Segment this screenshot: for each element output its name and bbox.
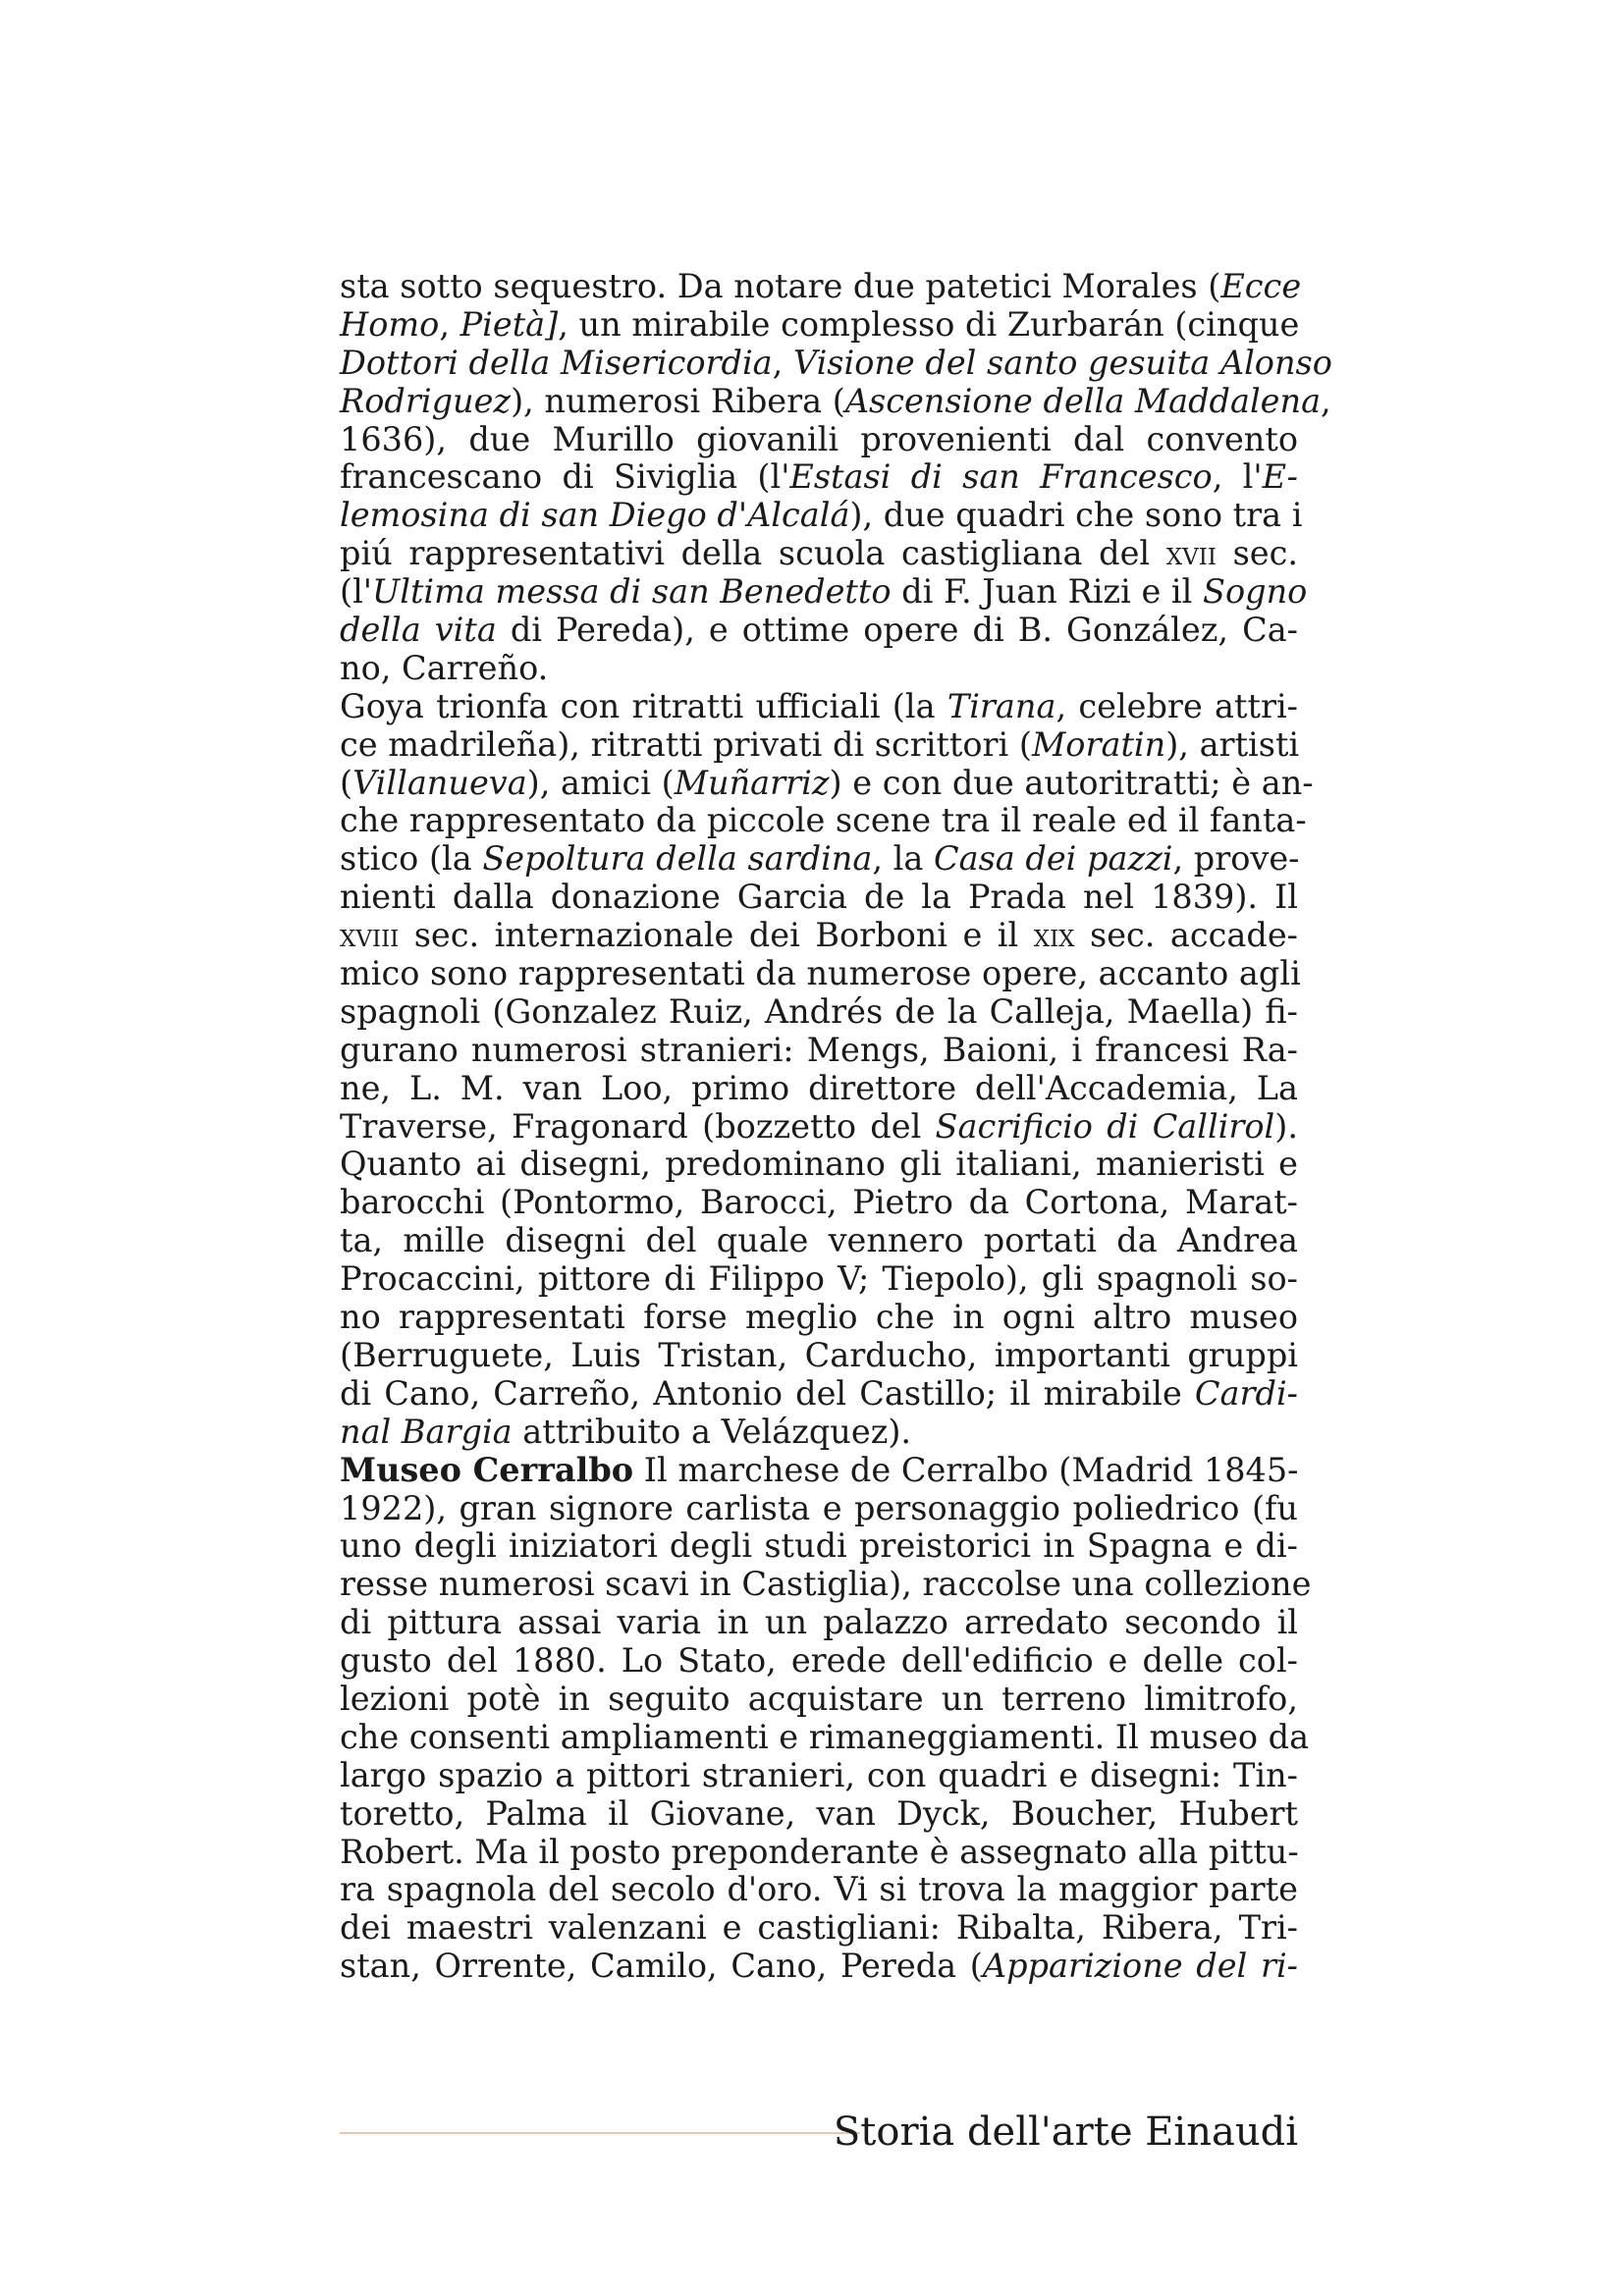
text-run: ), artisti (1165, 724, 1300, 764)
text-run: di F. Juan Rizi e il (891, 572, 1203, 612)
footer-rule (340, 2132, 860, 2134)
text-line (340, 1222, 1298, 1260)
text-line (340, 1871, 1298, 1909)
text-run: lezioni potè in seguito acquistare un terreno limitrofo, (340, 1679, 1298, 1718)
text-line (340, 381, 1331, 421)
text-line (340, 458, 1298, 497)
text-run: , (439, 304, 460, 344)
text-line (340, 1834, 1298, 1872)
text-run: (l' (340, 572, 372, 612)
italic-title: Sepoltura della sardina (482, 839, 873, 879)
text-line (340, 1757, 1298, 1795)
text-line (340, 1032, 1298, 1070)
italic-title: Estasi di san Francesco (789, 457, 1213, 497)
text-run: mico sono rappresentati da numerose opere, accanto agli (340, 954, 1301, 993)
text-line (340, 1565, 1312, 1604)
text-line (340, 1717, 1310, 1757)
text-run: di Cano, Carreño, Antonio del Castillo; il mirabile (340, 1373, 1195, 1413)
text-run: sec. (1216, 534, 1299, 573)
text-run: sec. accade- (1074, 916, 1298, 955)
italic-title: E- (1262, 457, 1298, 497)
text-line (340, 1909, 1298, 1948)
text-run: nienti dalla donazione Garcia de la Prada nel 1839). Il (340, 878, 1298, 917)
text-run: , (772, 343, 793, 382)
text-line (340, 1108, 1298, 1147)
text-run: largo spazio a pittori stranieri, con quadri e disegni: Tin- (340, 1755, 1298, 1794)
text-line (340, 1604, 1298, 1642)
text-run: ), numerosi Ribera ( (511, 381, 845, 420)
italic-title: Ecce (1220, 267, 1302, 305)
text-run: dei maestri valenzani e castigliani: Ribalta, Ribera, Tri- (340, 1908, 1298, 1948)
italic-title: Tirana (947, 686, 1056, 725)
text-run: Quanto ai disegni, predominano gli italiani, manieristi e (340, 1145, 1298, 1184)
century-numeral: xvii (1165, 534, 1217, 573)
italic-title: Sogno (1203, 572, 1308, 612)
text-line (340, 1948, 1298, 1986)
text-line (340, 1299, 1298, 1337)
italic-title: Homo (340, 304, 440, 344)
text-run: di Pereda), e ottime opere di B. González, Ca- (496, 611, 1298, 650)
italic-title: della vita (340, 611, 497, 650)
text-run: Robert. Ma il posto preponderante è assegnato alla pittu- (340, 1832, 1299, 1871)
text-run: , la (872, 839, 934, 879)
italic-title: Dottori della Misericordia (340, 343, 773, 382)
italic-title: nal Bargia (340, 1412, 513, 1451)
text-run: , celebre attri- (1055, 686, 1298, 725)
text-line (340, 306, 1298, 345)
text-line (340, 1490, 1298, 1528)
text-line (340, 688, 1298, 726)
text-line (340, 1795, 1298, 1834)
text-run: ), amici ( (526, 763, 675, 802)
italic-title: Visione del santo gesuita Alonso (792, 343, 1332, 382)
text-run: sec. internazionale dei Borboni e il (399, 916, 1034, 955)
text-line (340, 840, 1298, 879)
century-numeral: xviii (340, 916, 400, 955)
text-run: resse numerosi scavi in Castiglia), raccolse una collezione (340, 1565, 1312, 1604)
italic-title: Rodriguez (340, 381, 512, 420)
text-run: Procaccini, pittore di Filippo V; Tiepolo), gli spagnoli so- (340, 1259, 1298, 1299)
text-line (340, 1184, 1298, 1222)
text-line (340, 1527, 1298, 1566)
italic-title: Ascensione della Maddalena (844, 381, 1322, 420)
text-run: no rappresentati forse meglio che in ogni altro museo (340, 1298, 1298, 1337)
italic-title: lemosina di san Diego d'Alcalá (340, 496, 850, 535)
body-text (340, 267, 1332, 1986)
text-run: Goya trionfa con ritratti ufficiali (la (340, 686, 947, 725)
text-line (340, 343, 1332, 383)
text-line (340, 763, 1314, 803)
italic-title: Pietà] (460, 304, 559, 344)
text-run: 1636), due Murillo giovanili provenienti dal convento (340, 419, 1298, 458)
text-run: uno degli iniziatori degli studi preistorici in Spagna e di- (340, 1526, 1298, 1566)
text-line (340, 535, 1298, 573)
text-run: piú rappresentativi della scuola castigliana del (340, 534, 1166, 573)
text-run: (Berruguete, Luis Tristan, Carducho, importanti gruppi (340, 1335, 1298, 1374)
text-run: spagnoli (Gonzalez Ruiz, Andrés de la Calleja, Maella) fi- (340, 991, 1298, 1031)
text-run: ) e con due autoritratti; è an- (829, 763, 1314, 802)
italic-title: Ultima messa di san Benedetto (372, 572, 892, 612)
italic-title: Moratin (1032, 724, 1166, 764)
text-line (340, 1642, 1298, 1681)
text-run: , l' (1212, 457, 1263, 497)
text-run: , prove- (1172, 839, 1300, 879)
italic-title: Villanueva (352, 763, 527, 802)
italic-title: Cardi- (1194, 1373, 1298, 1413)
italic-title: Apparizione del ri- (982, 1947, 1298, 1986)
text-run: Il marchese de Cerralbo (Madrid 1845- (633, 1450, 1299, 1489)
text-line (340, 1414, 1298, 1452)
text-line (340, 421, 1298, 459)
italic-title: Muñarriz (674, 763, 830, 802)
text-line (340, 1146, 1298, 1184)
text-line (340, 726, 1298, 765)
text-line (340, 1337, 1298, 1375)
text-line (340, 993, 1298, 1032)
text-run: 1922), gran signore carlista e personaggio poliedrico (fu (340, 1488, 1298, 1527)
text-line (340, 572, 1308, 612)
text-run: ), due quadri che sono tra i (849, 496, 1303, 535)
text-run: che rappresentato da piccole scene tra il reale ed il fanta- (340, 801, 1307, 840)
text-line (340, 801, 1307, 840)
text-run: ce madrileña), ritratti privati di scrittori ( (340, 724, 1032, 764)
footer-title: Storia dell'arte Einaudi (833, 2109, 1298, 2155)
text-run: di pittura assai varia in un palazzo arredato secondo il (340, 1603, 1298, 1642)
text-run: ra spagnola del secolo d'oro. Vi si trova la maggior parte (340, 1870, 1298, 1909)
century-numeral: xix (1033, 916, 1075, 955)
text-line (340, 650, 1298, 688)
text-run: stan, Orrente, Camilo, Cano, Pereda ( (340, 1947, 983, 1986)
text-run: , un mirabile complesso di Zurbarán (cinque (558, 304, 1300, 344)
text-run: no, Carreño. (340, 648, 549, 687)
text-run: ( (340, 763, 353, 802)
text-run: , (1321, 381, 1331, 420)
text-run: toretto, Palma il Giovane, van Dyck, Boucher, Hubert (340, 1793, 1298, 1833)
text-line (340, 879, 1298, 917)
text-line (340, 917, 1298, 955)
text-run: francescano di Siviglia (l' (340, 457, 790, 497)
italic-title: Sacrificio di Callirol (935, 1106, 1275, 1146)
text-line (340, 954, 1301, 993)
text-run: gurano numerosi stranieri: Mengs, Baioni, i francesi Ra- (340, 1030, 1298, 1069)
text-run: che consenti ampliamenti e rimaneggiamenti. Il museo da (340, 1717, 1310, 1756)
text-line (340, 1260, 1298, 1299)
section-heading: Museo Cerralbo (340, 1450, 634, 1489)
text-run: sta sotto sequestro. Da notare due patetici Morales ( (340, 267, 1221, 305)
text-run: ne, L. M. van Loo, primo direttore dell'Accademia, La (340, 1068, 1298, 1107)
text-run: ). (1274, 1106, 1298, 1146)
text-run: ta, mille disegni del quale vennero portati da Andrea (340, 1221, 1298, 1260)
text-run: attribuito a Velázquez). (512, 1412, 912, 1451)
text-line (340, 496, 1303, 535)
text-run: stico (la (340, 839, 483, 879)
text-line (340, 1452, 1298, 1490)
text-line (340, 1070, 1298, 1108)
text-line (340, 267, 1302, 306)
italic-title: Casa dei pazzi (933, 839, 1173, 879)
text-line (340, 1375, 1298, 1414)
text-run: barocchi (Pontormo, Barocci, Pietro da Cortona, Marat- (340, 1183, 1298, 1222)
text-run: gusto del 1880. Lo Stato, erede dell'edificio e delle col- (340, 1641, 1298, 1681)
text-run: Traverse, Fragonard (bozzetto del (340, 1106, 936, 1146)
text-line (340, 612, 1298, 650)
text-line (340, 1681, 1298, 1719)
